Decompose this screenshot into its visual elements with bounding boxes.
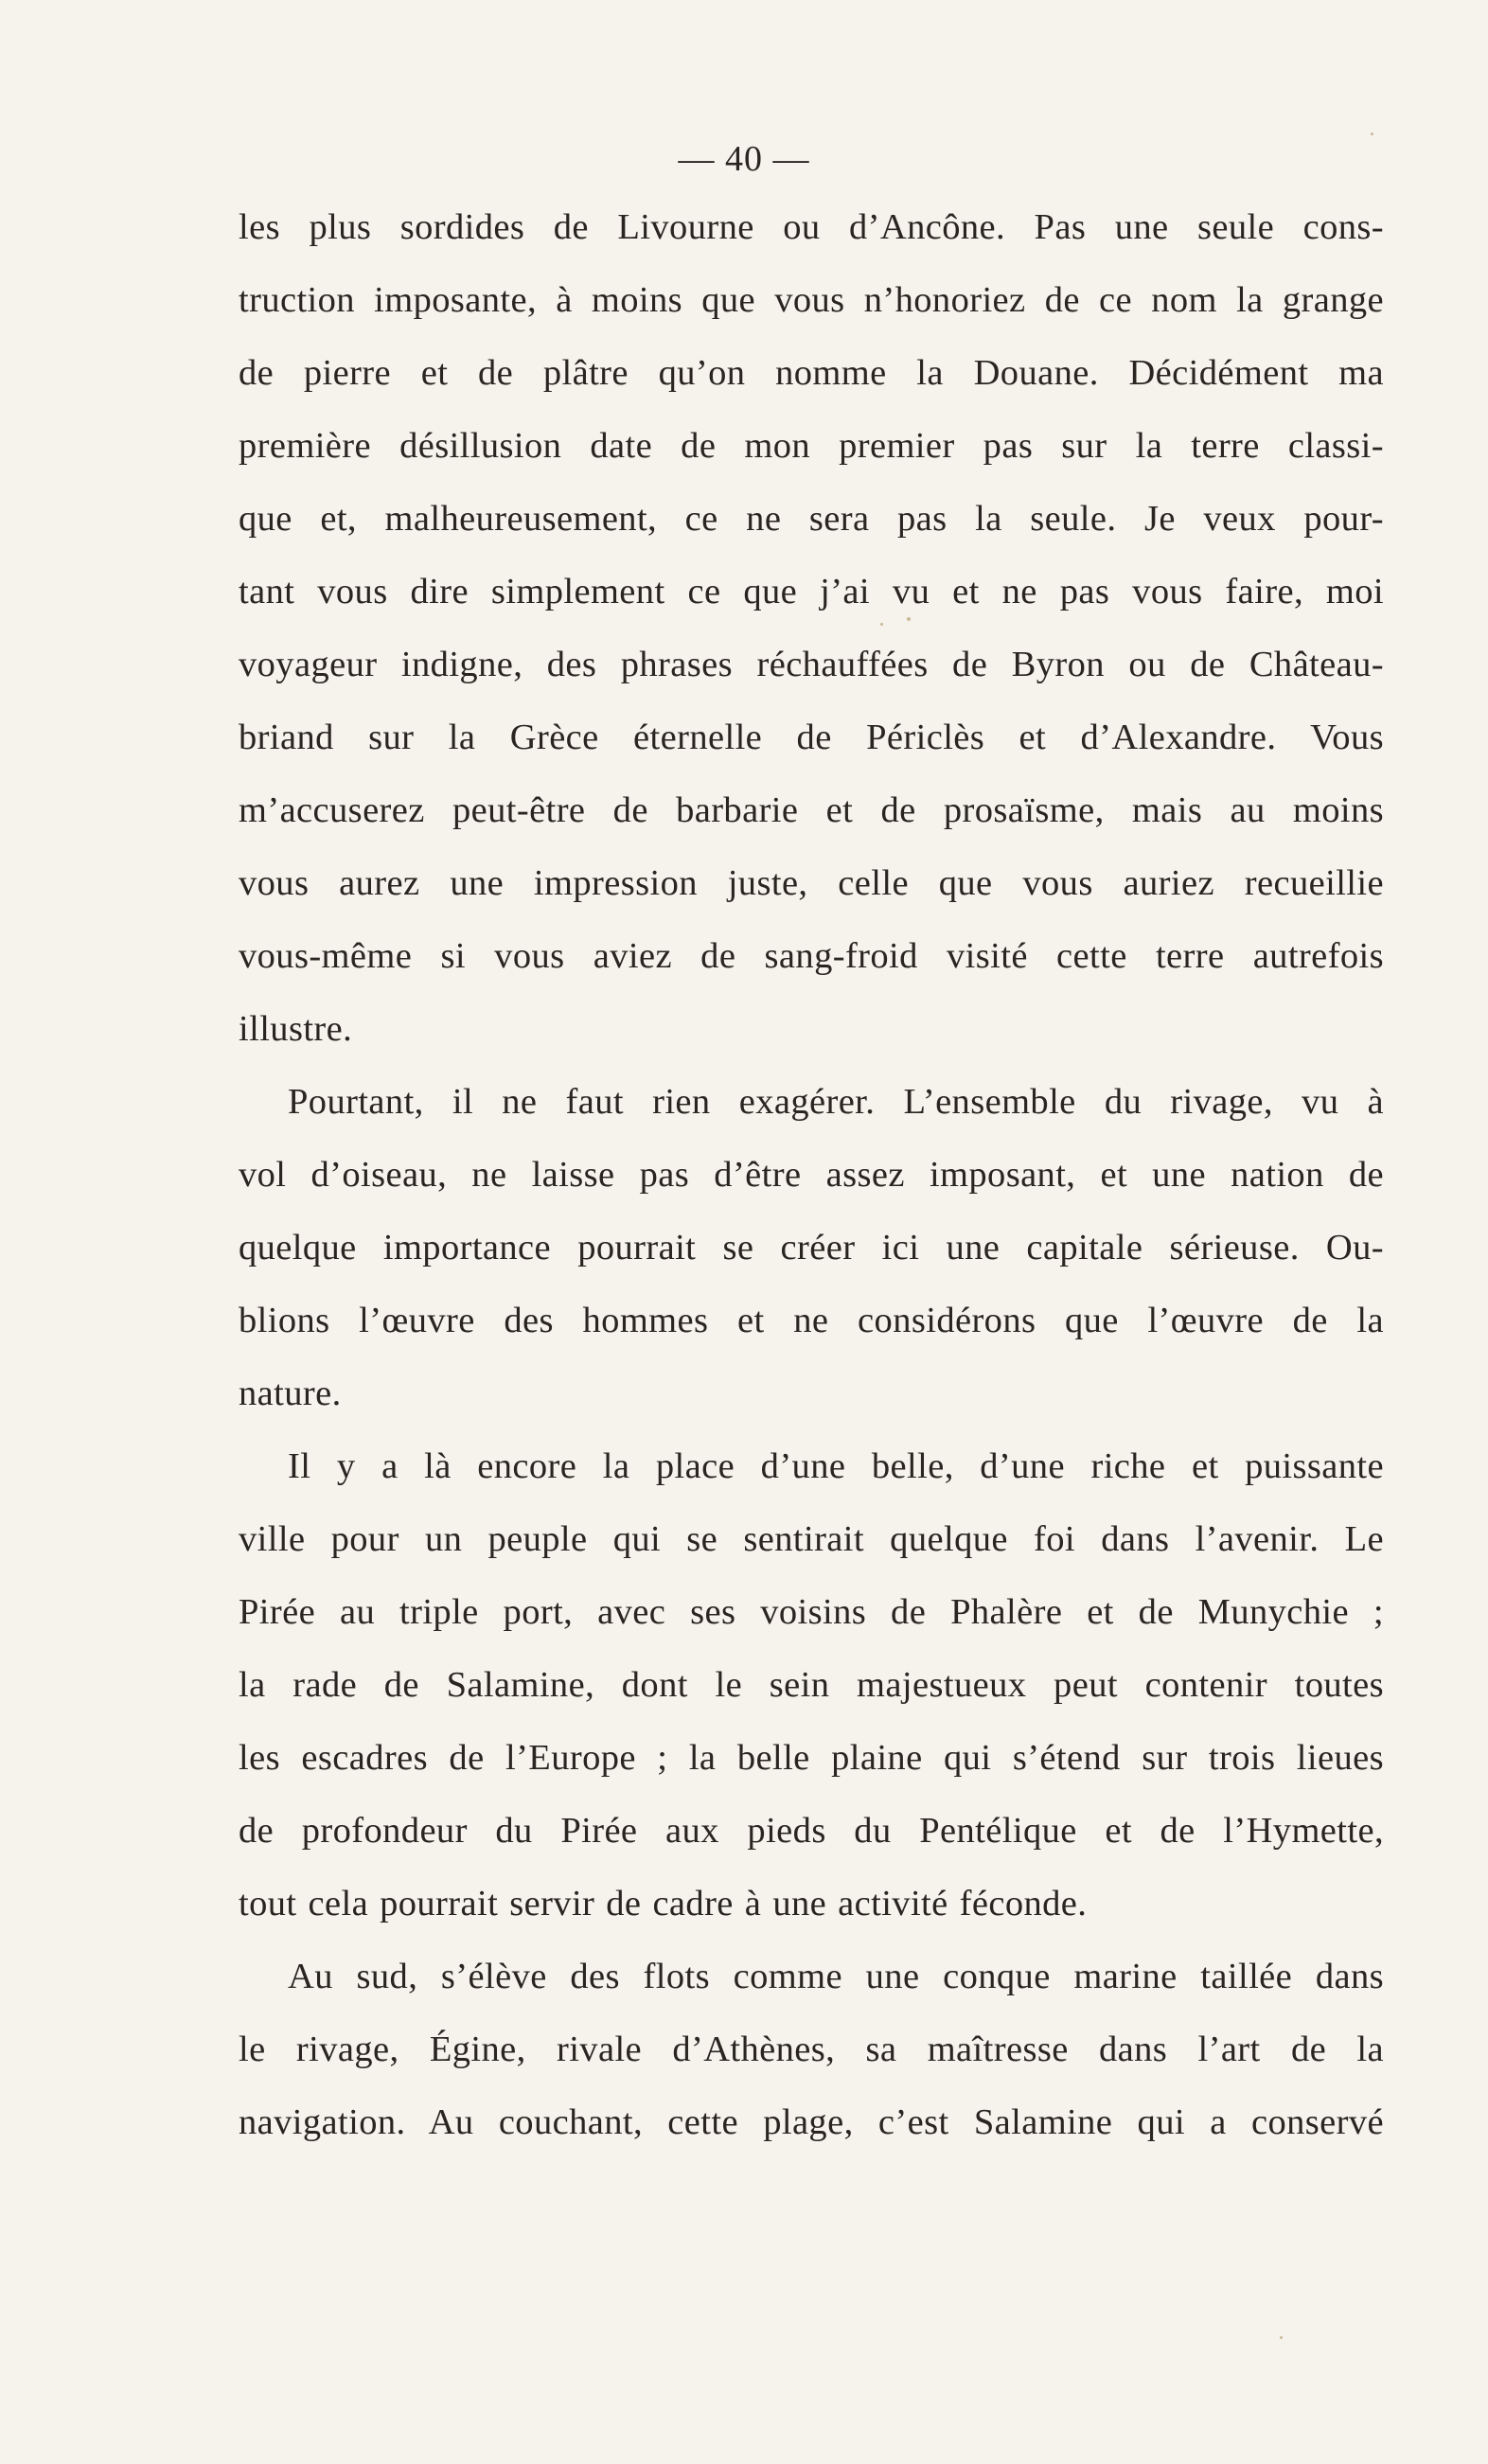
text-line: les escadres de l’Europe ; la belle plaine qui s’étend sur trois lieues — [239, 1738, 1384, 1778]
text-line: m’accuserez peut-être de barbarie et de prosaïsme, mais au moins — [239, 790, 1384, 830]
text-line: nature. — [239, 1374, 342, 1413]
paper-speck — [1280, 2336, 1283, 2339]
text-line: illustre. — [239, 1009, 353, 1049]
text-line: ville pour un peuple qui se sentirait quelque foi dans l’avenir. Le — [239, 1519, 1384, 1559]
paragraph — [239, 1948, 1384, 2167]
text-line: navigation. Au couchant, cette plage, c’est Salamine qui a conservé — [239, 2102, 1384, 2142]
paper-speck — [880, 623, 883, 626]
text-line: blions l’œuvre des hommes et ne considérons que l’œuvre de la — [239, 1301, 1384, 1340]
text-line: que et, malheureusement, ce ne sera pas la seule. Je veux pour- — [239, 499, 1384, 539]
text-line: tout cela pourrait servir de cadre à une activité féconde. — [239, 1884, 1088, 1923]
text-line: Pirée au triple port, avec ses voisins de Phalère et de Munychie ; — [239, 1592, 1384, 1632]
text-line: vol d’oiseau, ne laisse pas d’être assez imposant, et une nation de — [239, 1155, 1384, 1195]
page-number: — 40 — — [678, 139, 810, 179]
text-line: truction imposante, à moins que vous n’honoriez de ce nom la grange — [239, 280, 1384, 320]
text-line: tant vous dire simplement ce que j’ai vu et ne pas vous faire, moi — [239, 572, 1384, 612]
paper-speck — [1371, 133, 1373, 135]
text-line: vous-même si vous aviez de sang-froid visité cette terre autrefois — [239, 936, 1384, 976]
paragraph — [239, 199, 1384, 1073]
text-line: de pierre et de plâtre qu’on nomme la Douane. Décidément ma — [239, 353, 1384, 393]
text-line: vous aurez une impression juste, celle que vous auriez recueillie — [239, 863, 1384, 903]
text-line: quelque importance pourrait se créer ici une capitale sérieuse. Ou- — [239, 1228, 1384, 1267]
text-line: Il y a là encore la place d’une belle, d’une riche et puissante — [288, 1446, 1384, 1486]
paper-speck — [907, 617, 911, 621]
text-line: Au sud, s’élève des flots comme une conque marine taillée dans — [288, 1957, 1384, 1996]
text-line: Pourtant, il ne faut rien exagérer. L’ensemble du rivage, vu à — [288, 1082, 1384, 1122]
text-line: la rade de Salamine, dont le sein majestueux peut contenir toutes — [239, 1665, 1384, 1705]
body-text — [239, 199, 1384, 2167]
text-line: le rivage, Égine, rivale d’Athènes, sa maîtresse dans l’art de la — [239, 2030, 1384, 2069]
text-line: première désillusion date de mon premier pas sur la terre classi- — [239, 426, 1384, 466]
text-line: voyageur indigne, des phrases réchauffées de Byron ou de Château- — [239, 645, 1384, 684]
text-line: briand sur la Grèce éternelle de Périclès et d’Alexandre. Vous — [239, 718, 1384, 757]
paragraph — [239, 1438, 1384, 1948]
text-line: les plus sordides de Livourne ou d’Ancône. Pas une seule cons- — [239, 207, 1384, 247]
text-line: de profondeur du Pirée aux pieds du Pentélique et de l’Hymette, — [239, 1811, 1384, 1851]
paragraph — [239, 1073, 1384, 1438]
